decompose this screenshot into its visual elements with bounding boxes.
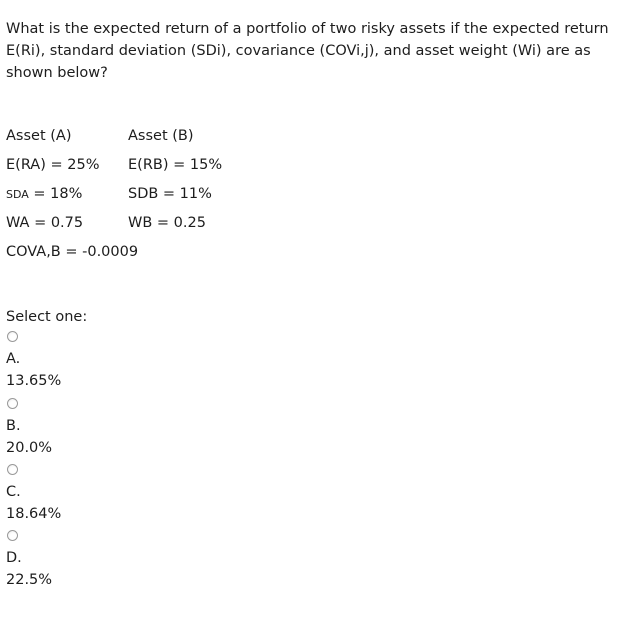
select-one-label: Select one: bbox=[6, 309, 88, 325]
asset-a-header: Asset (A) bbox=[6, 128, 72, 144]
expected-return-a: E(RA) = 25% bbox=[6, 157, 100, 173]
option-b[interactable] bbox=[6, 398, 52, 459]
option-d[interactable] bbox=[6, 530, 52, 591]
option-a-letter: A. bbox=[6, 351, 21, 367]
std-dev-a-prefix: SDA bbox=[6, 188, 29, 201]
option-c-radio[interactable] bbox=[7, 464, 18, 475]
option-a-radio[interactable] bbox=[7, 331, 18, 342]
option-b-value: 20.0% bbox=[6, 440, 53, 456]
option-c[interactable] bbox=[6, 464, 61, 525]
option-d-letter: D. bbox=[6, 550, 22, 566]
expected-return-b: E(RB) = 15% bbox=[128, 157, 223, 173]
option-b-letter: B. bbox=[6, 418, 21, 434]
option-d-value: 22.5% bbox=[6, 572, 53, 588]
option-a[interactable] bbox=[6, 331, 61, 392]
option-b-radio[interactable] bbox=[7, 398, 18, 409]
option-a-value: 13.65% bbox=[6, 373, 62, 389]
option-c-value: 18.64% bbox=[6, 506, 62, 522]
std-dev-b: SDB = 11% bbox=[128, 186, 212, 202]
option-d-radio[interactable] bbox=[7, 530, 18, 541]
weight-b: WB = 0.25 bbox=[128, 215, 206, 231]
std-dev-a bbox=[6, 184, 82, 205]
covariance-ab: COVA,B = -0.0009 bbox=[6, 244, 139, 260]
question-text: What is the expected return of a portfolio of two risky assets if the expected return E(Ri), standard deviation (SDi), covariance (COVi,j), and asset weight (Wi) are as shown below? bbox=[6, 21, 609, 81]
weight-a: WA = 0.75 bbox=[6, 215, 84, 231]
asset-b-header: Asset (B) bbox=[128, 128, 194, 144]
std-dev-a-value: = 18% bbox=[28, 186, 83, 202]
option-c-letter: C. bbox=[6, 484, 21, 500]
